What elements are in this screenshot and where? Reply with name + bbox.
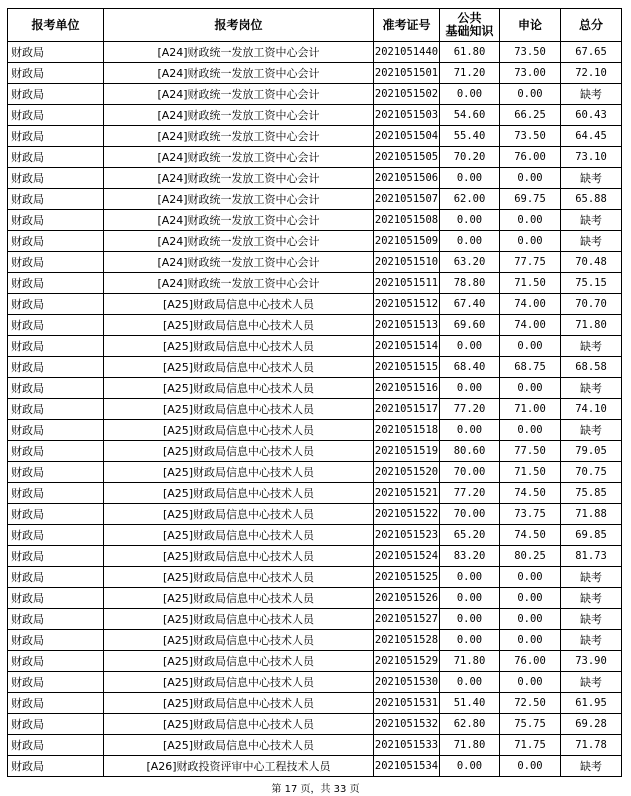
cell-exam-no: 2021051512 bbox=[374, 294, 440, 315]
cell-public: 83.20 bbox=[440, 546, 500, 567]
cell-exam-no: 2021051501 bbox=[374, 63, 440, 84]
table-row bbox=[8, 126, 622, 147]
table-row bbox=[8, 147, 622, 168]
table-row bbox=[8, 189, 622, 210]
cell-post: [A24]财政统一发放工资中心会计 bbox=[104, 63, 374, 84]
cell-public: 0.00 bbox=[440, 210, 500, 231]
header-public-line2: 基础知识 bbox=[445, 24, 494, 38]
cell-total: 缺考 bbox=[561, 420, 622, 441]
cell-public: 71.80 bbox=[440, 735, 500, 756]
cell-public: 0.00 bbox=[440, 231, 500, 252]
cell-exam-no: 2021051524 bbox=[374, 546, 440, 567]
table-row bbox=[8, 231, 622, 252]
table-row bbox=[8, 483, 622, 504]
score-sheet bbox=[7, 8, 622, 777]
header-exam-no: 准考证号 bbox=[374, 9, 440, 42]
cell-unit: 财政局 bbox=[8, 336, 104, 357]
cell-total: 缺考 bbox=[561, 336, 622, 357]
cell-exam-no: 2021051518 bbox=[374, 420, 440, 441]
cell-public: 0.00 bbox=[440, 378, 500, 399]
cell-unit: 财政局 bbox=[8, 630, 104, 651]
cell-total: 64.45 bbox=[561, 126, 622, 147]
cell-post: [A24]财政统一发放工资中心会计 bbox=[104, 231, 374, 252]
cell-total: 缺考 bbox=[561, 609, 622, 630]
table-row bbox=[8, 63, 622, 84]
cell-public: 77.20 bbox=[440, 399, 500, 420]
cell-exam-no: 2021051507 bbox=[374, 189, 440, 210]
cell-essay: 68.75 bbox=[500, 357, 561, 378]
cell-total: 75.15 bbox=[561, 273, 622, 294]
cell-essay: 0.00 bbox=[500, 84, 561, 105]
cell-exam-no: 2021051502 bbox=[374, 84, 440, 105]
cell-public: 69.60 bbox=[440, 315, 500, 336]
table-row bbox=[8, 84, 622, 105]
cell-total: 75.85 bbox=[561, 483, 622, 504]
cell-unit: 财政局 bbox=[8, 294, 104, 315]
cell-unit: 财政局 bbox=[8, 441, 104, 462]
cell-exam-no: 2021051525 bbox=[374, 567, 440, 588]
cell-post: [A25]财政局信息中心技术人员 bbox=[104, 336, 374, 357]
cell-essay: 71.50 bbox=[500, 462, 561, 483]
cell-unit: 财政局 bbox=[8, 168, 104, 189]
cell-total: 缺考 bbox=[561, 168, 622, 189]
cell-total: 缺考 bbox=[561, 210, 622, 231]
cell-unit: 财政局 bbox=[8, 231, 104, 252]
cell-exam-no: 2021051520 bbox=[374, 462, 440, 483]
cell-post: [A24]财政统一发放工资中心会计 bbox=[104, 126, 374, 147]
table-row bbox=[8, 525, 622, 546]
cell-essay: 66.25 bbox=[500, 105, 561, 126]
cell-total: 65.88 bbox=[561, 189, 622, 210]
cell-public: 0.00 bbox=[440, 168, 500, 189]
cell-unit: 财政局 bbox=[8, 714, 104, 735]
cell-total: 70.48 bbox=[561, 252, 622, 273]
cell-total: 79.05 bbox=[561, 441, 622, 462]
cell-essay: 74.00 bbox=[500, 294, 561, 315]
header-post: 报考岗位 bbox=[104, 9, 374, 42]
cell-post: [A25]财政局信息中心技术人员 bbox=[104, 714, 374, 735]
table-row bbox=[8, 630, 622, 651]
cell-essay: 74.50 bbox=[500, 483, 561, 504]
cell-exam-no: 2021051531 bbox=[374, 693, 440, 714]
cell-exam-no: 2021051522 bbox=[374, 504, 440, 525]
cell-essay: 77.75 bbox=[500, 252, 561, 273]
cell-exam-no: 2021051534 bbox=[374, 756, 440, 777]
cell-post: [A24]财政统一发放工资中心会计 bbox=[104, 147, 374, 168]
cell-unit: 财政局 bbox=[8, 588, 104, 609]
header-public bbox=[440, 9, 500, 42]
table-row bbox=[8, 735, 622, 756]
cell-exam-no: 2021051509 bbox=[374, 231, 440, 252]
cell-exam-no: 2021051530 bbox=[374, 672, 440, 693]
cell-post: [A24]财政统一发放工资中心会计 bbox=[104, 273, 374, 294]
page-footer: 第 17 页，共 33 页 bbox=[271, 784, 360, 795]
cell-post: [A25]财政局信息中心技术人员 bbox=[104, 546, 374, 567]
cell-public: 0.00 bbox=[440, 567, 500, 588]
table-row bbox=[8, 441, 622, 462]
cell-post: [A25]财政局信息中心技术人员 bbox=[104, 399, 374, 420]
cell-unit: 财政局 bbox=[8, 420, 104, 441]
table-row bbox=[8, 357, 622, 378]
cell-post: [A25]财政局信息中心技术人员 bbox=[104, 420, 374, 441]
table-row bbox=[8, 567, 622, 588]
cell-unit: 财政局 bbox=[8, 483, 104, 504]
table-row bbox=[8, 168, 622, 189]
cell-public: 65.20 bbox=[440, 525, 500, 546]
cell-public: 0.00 bbox=[440, 336, 500, 357]
cell-total: 61.95 bbox=[561, 693, 622, 714]
cell-unit: 财政局 bbox=[8, 105, 104, 126]
cell-unit: 财政局 bbox=[8, 693, 104, 714]
cell-exam-no: 2021051527 bbox=[374, 609, 440, 630]
cell-public: 78.80 bbox=[440, 273, 500, 294]
cell-exam-no: 2021051528 bbox=[374, 630, 440, 651]
cell-public: 0.00 bbox=[440, 420, 500, 441]
cell-total: 81.73 bbox=[561, 546, 622, 567]
cell-exam-no: 2021051513 bbox=[374, 315, 440, 336]
table-row bbox=[8, 651, 622, 672]
cell-total: 70.70 bbox=[561, 294, 622, 315]
cell-public: 51.40 bbox=[440, 693, 500, 714]
cell-essay: 69.75 bbox=[500, 189, 561, 210]
table-body bbox=[8, 42, 622, 777]
cell-unit: 财政局 bbox=[8, 546, 104, 567]
cell-public: 0.00 bbox=[440, 672, 500, 693]
score-table bbox=[7, 8, 622, 777]
cell-post: [A25]财政局信息中心技术人员 bbox=[104, 357, 374, 378]
cell-exam-no: 2021051504 bbox=[374, 126, 440, 147]
cell-total: 缺考 bbox=[561, 567, 622, 588]
cell-essay: 0.00 bbox=[500, 231, 561, 252]
cell-essay: 0.00 bbox=[500, 588, 561, 609]
cell-total: 缺考 bbox=[561, 378, 622, 399]
cell-essay: 80.25 bbox=[500, 546, 561, 567]
cell-essay: 0.00 bbox=[500, 672, 561, 693]
table-row bbox=[8, 252, 622, 273]
cell-total: 67.65 bbox=[561, 42, 622, 63]
cell-post: [A25]财政局信息中心技术人员 bbox=[104, 567, 374, 588]
cell-unit: 财政局 bbox=[8, 126, 104, 147]
cell-post: [A24]财政统一发放工资中心会计 bbox=[104, 84, 374, 105]
header-row bbox=[8, 9, 622, 42]
cell-total: 缺考 bbox=[561, 588, 622, 609]
cell-post: [A25]财政局信息中心技术人员 bbox=[104, 462, 374, 483]
cell-essay: 74.50 bbox=[500, 525, 561, 546]
cell-post: [A25]财政局信息中心技术人员 bbox=[104, 441, 374, 462]
cell-total: 71.78 bbox=[561, 735, 622, 756]
cell-post: [A25]财政局信息中心技术人员 bbox=[104, 735, 374, 756]
cell-public: 70.00 bbox=[440, 504, 500, 525]
cell-essay: 75.75 bbox=[500, 714, 561, 735]
cell-exam-no: 2021051526 bbox=[374, 588, 440, 609]
cell-public: 70.00 bbox=[440, 462, 500, 483]
cell-unit: 财政局 bbox=[8, 504, 104, 525]
cell-total: 70.75 bbox=[561, 462, 622, 483]
cell-essay: 73.50 bbox=[500, 42, 561, 63]
table-row bbox=[8, 588, 622, 609]
cell-exam-no: 2021051523 bbox=[374, 525, 440, 546]
cell-exam-no: 2021051508 bbox=[374, 210, 440, 231]
cell-total: 68.58 bbox=[561, 357, 622, 378]
table-row bbox=[8, 315, 622, 336]
cell-essay: 0.00 bbox=[500, 630, 561, 651]
table-row bbox=[8, 714, 622, 735]
table-row bbox=[8, 756, 622, 777]
cell-post: [A25]财政局信息中心技术人员 bbox=[104, 483, 374, 504]
cell-post: [A25]财政局信息中心技术人员 bbox=[104, 525, 374, 546]
cell-essay: 0.00 bbox=[500, 609, 561, 630]
table-row bbox=[8, 273, 622, 294]
cell-unit: 财政局 bbox=[8, 525, 104, 546]
cell-unit: 财政局 bbox=[8, 609, 104, 630]
cell-total: 缺考 bbox=[561, 756, 622, 777]
header-total: 总分 bbox=[561, 9, 622, 42]
table-row bbox=[8, 546, 622, 567]
cell-public: 71.80 bbox=[440, 651, 500, 672]
cell-total: 69.28 bbox=[561, 714, 622, 735]
cell-exam-no: 2021051514 bbox=[374, 336, 440, 357]
cell-essay: 71.75 bbox=[500, 735, 561, 756]
cell-unit: 财政局 bbox=[8, 210, 104, 231]
cell-essay: 72.50 bbox=[500, 693, 561, 714]
cell-exam-no: 2021051532 bbox=[374, 714, 440, 735]
cell-total: 71.80 bbox=[561, 315, 622, 336]
cell-unit: 财政局 bbox=[8, 273, 104, 294]
cell-post: [A26]财政投资评审中心工程技术人员 bbox=[104, 756, 374, 777]
table-row bbox=[8, 693, 622, 714]
table-row bbox=[8, 609, 622, 630]
cell-post: [A24]财政统一发放工资中心会计 bbox=[104, 42, 374, 63]
cell-essay: 73.00 bbox=[500, 63, 561, 84]
cell-post: [A25]财政局信息中心技术人员 bbox=[104, 630, 374, 651]
header-essay: 申论 bbox=[500, 9, 561, 42]
cell-unit: 财政局 bbox=[8, 651, 104, 672]
cell-essay: 0.00 bbox=[500, 567, 561, 588]
cell-public: 77.20 bbox=[440, 483, 500, 504]
cell-total: 缺考 bbox=[561, 672, 622, 693]
cell-public: 0.00 bbox=[440, 84, 500, 105]
cell-essay: 73.50 bbox=[500, 126, 561, 147]
cell-post: [A24]财政统一发放工资中心会计 bbox=[104, 105, 374, 126]
cell-essay: 74.00 bbox=[500, 315, 561, 336]
cell-exam-no: 2021051506 bbox=[374, 168, 440, 189]
table-row bbox=[8, 42, 622, 63]
cell-essay: 0.00 bbox=[500, 168, 561, 189]
cell-essay: 0.00 bbox=[500, 756, 561, 777]
cell-post: [A25]财政局信息中心技术人员 bbox=[104, 294, 374, 315]
cell-total: 缺考 bbox=[561, 231, 622, 252]
cell-essay: 0.00 bbox=[500, 378, 561, 399]
cell-total: 60.43 bbox=[561, 105, 622, 126]
table-row bbox=[8, 336, 622, 357]
cell-essay: 76.00 bbox=[500, 651, 561, 672]
cell-post: [A24]财政统一发放工资中心会计 bbox=[104, 210, 374, 231]
header-public-line1: 公共 bbox=[457, 11, 482, 25]
cell-post: [A24]财政统一发放工资中心会计 bbox=[104, 168, 374, 189]
table-row bbox=[8, 105, 622, 126]
table-row bbox=[8, 399, 622, 420]
cell-public: 68.40 bbox=[440, 357, 500, 378]
cell-post: [A25]财政局信息中心技术人员 bbox=[104, 609, 374, 630]
cell-exam-no: 2021051529 bbox=[374, 651, 440, 672]
cell-public: 62.00 bbox=[440, 189, 500, 210]
cell-essay: 71.00 bbox=[500, 399, 561, 420]
cell-post: [A25]财政局信息中心技术人员 bbox=[104, 504, 374, 525]
cell-unit: 财政局 bbox=[8, 567, 104, 588]
table-row bbox=[8, 378, 622, 399]
table-row bbox=[8, 294, 622, 315]
cell-unit: 财政局 bbox=[8, 672, 104, 693]
cell-total: 72.10 bbox=[561, 63, 622, 84]
cell-public: 54.60 bbox=[440, 105, 500, 126]
cell-post: [A25]财政局信息中心技术人员 bbox=[104, 378, 374, 399]
cell-public: 0.00 bbox=[440, 756, 500, 777]
cell-unit: 财政局 bbox=[8, 756, 104, 777]
cell-public: 80.60 bbox=[440, 441, 500, 462]
cell-essay: 0.00 bbox=[500, 210, 561, 231]
cell-public: 62.80 bbox=[440, 714, 500, 735]
cell-public: 70.20 bbox=[440, 147, 500, 168]
cell-exam-no: 2021051511 bbox=[374, 273, 440, 294]
cell-total: 71.88 bbox=[561, 504, 622, 525]
cell-total: 73.10 bbox=[561, 147, 622, 168]
cell-essay: 0.00 bbox=[500, 336, 561, 357]
cell-essay: 73.75 bbox=[500, 504, 561, 525]
cell-total: 69.85 bbox=[561, 525, 622, 546]
cell-post: [A25]财政局信息中心技术人员 bbox=[104, 651, 374, 672]
cell-exam-no: 2021051533 bbox=[374, 735, 440, 756]
cell-public: 0.00 bbox=[440, 588, 500, 609]
cell-unit: 财政局 bbox=[8, 63, 104, 84]
cell-public: 61.80 bbox=[440, 42, 500, 63]
cell-exam-no: 2021051510 bbox=[374, 252, 440, 273]
cell-unit: 财政局 bbox=[8, 357, 104, 378]
cell-total: 73.90 bbox=[561, 651, 622, 672]
table-row bbox=[8, 420, 622, 441]
cell-post: [A25]财政局信息中心技术人员 bbox=[104, 693, 374, 714]
cell-essay: 76.00 bbox=[500, 147, 561, 168]
table-row bbox=[8, 504, 622, 525]
cell-post: [A25]财政局信息中心技术人员 bbox=[104, 315, 374, 336]
header-unit: 报考单位 bbox=[8, 9, 104, 42]
cell-post: [A25]财政局信息中心技术人员 bbox=[104, 672, 374, 693]
cell-public: 67.40 bbox=[440, 294, 500, 315]
cell-exam-no: 2021051515 bbox=[374, 357, 440, 378]
cell-public: 71.20 bbox=[440, 63, 500, 84]
cell-essay: 71.50 bbox=[500, 273, 561, 294]
cell-exam-no: 2021051519 bbox=[374, 441, 440, 462]
cell-unit: 财政局 bbox=[8, 735, 104, 756]
cell-essay: 77.50 bbox=[500, 441, 561, 462]
cell-exam-no: 2021051516 bbox=[374, 378, 440, 399]
cell-unit: 财政局 bbox=[8, 189, 104, 210]
cell-unit: 财政局 bbox=[8, 84, 104, 105]
cell-unit: 财政局 bbox=[8, 147, 104, 168]
cell-public: 0.00 bbox=[440, 630, 500, 651]
cell-exam-no: 2021051521 bbox=[374, 483, 440, 504]
cell-essay: 0.00 bbox=[500, 420, 561, 441]
cell-exam-no: 2021051440 bbox=[374, 42, 440, 63]
cell-unit: 财政局 bbox=[8, 399, 104, 420]
cell-public: 0.00 bbox=[440, 609, 500, 630]
cell-exam-no: 2021051505 bbox=[374, 147, 440, 168]
cell-public: 55.40 bbox=[440, 126, 500, 147]
table-row bbox=[8, 462, 622, 483]
cell-unit: 财政局 bbox=[8, 462, 104, 483]
cell-unit: 财政局 bbox=[8, 378, 104, 399]
cell-public: 63.20 bbox=[440, 252, 500, 273]
table-row bbox=[8, 672, 622, 693]
cell-post: [A24]财政统一发放工资中心会计 bbox=[104, 252, 374, 273]
cell-exam-no: 2021051503 bbox=[374, 105, 440, 126]
cell-unit: 财政局 bbox=[8, 252, 104, 273]
table-row bbox=[8, 210, 622, 231]
cell-exam-no: 2021051517 bbox=[374, 399, 440, 420]
cell-total: 74.10 bbox=[561, 399, 622, 420]
cell-unit: 财政局 bbox=[8, 315, 104, 336]
cell-post: [A24]财政统一发放工资中心会计 bbox=[104, 189, 374, 210]
cell-post: [A25]财政局信息中心技术人员 bbox=[104, 588, 374, 609]
cell-unit: 财政局 bbox=[8, 42, 104, 63]
cell-total: 缺考 bbox=[561, 630, 622, 651]
cell-total: 缺考 bbox=[561, 84, 622, 105]
